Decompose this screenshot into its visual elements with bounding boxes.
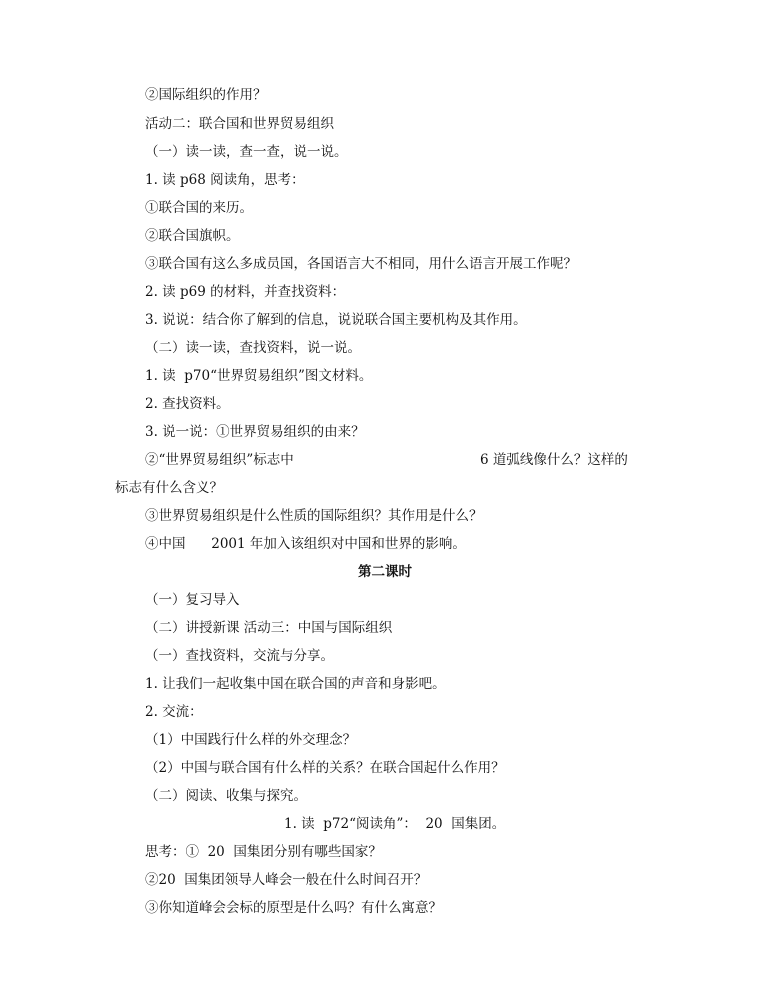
text-line: ①联合国的来历。 [145, 200, 253, 216]
text-line: 思考：① 20 国集团分别有哪些国家？ [145, 844, 382, 860]
text-line: ②联合国旗帜。 [145, 228, 240, 244]
text-line: 1. 读 p72“阅读角”： 20 国集团。 [284, 816, 506, 832]
activity-heading: 活动二：联合国和世界贸易组织 [145, 116, 334, 132]
text-line: 2. 查找资料。 [145, 396, 230, 412]
text-line: 标志有什么含义？ [115, 480, 223, 496]
text-line: ②20 国集团领导人峰会一般在什么时间召开？ [145, 872, 428, 888]
text-line: 1. 读 p68 阅读角，思考： [145, 172, 305, 188]
text-line: 1. 读 p70“世界贸易组织”图文材料。 [145, 368, 373, 384]
text-line: （一）读一读，查一查，说一说。 [145, 144, 348, 160]
text-line: ③联合国有这么多成员国，各国语言大不相同，用什么语言开展工作呢？ [145, 256, 577, 272]
text-line: ②“世界贸易组织”标志中 [145, 452, 294, 468]
text-line: （二）讲授新课 活动三：中国与国际组织 [145, 620, 393, 636]
text-line: 2. 交流： [145, 704, 203, 720]
section-heading: 第二课时 [358, 564, 412, 580]
text-line: （二）阅读、收集与探究。 [145, 788, 307, 804]
text-line: （一）查找资料，交流与分享。 [145, 648, 334, 664]
text-line: 3. 说一说：①世界贸易组织的由来？ [145, 424, 365, 440]
text-line-continued: 6 道弧线像什么？这样的 [480, 452, 628, 468]
text-line: ②国际组织的作用？ [145, 87, 267, 103]
text-line: （2）中国与联合国有什么样的关系？在联合国起什么作用？ [145, 760, 505, 776]
text-line: ④中国 2001 年加入该组织对中国和世界的影响。 [145, 536, 466, 552]
text-line: 2. 读 p69 的材料，并查找资料： [145, 284, 346, 300]
text-line: （1）中国践行什么样的外交理念？ [145, 732, 357, 748]
text-line: ③你知道峰会会标的原型是什么吗？有什么寓意？ [145, 900, 442, 916]
text-line: ③世界贸易组织是什么性质的国际组织？其作用是什么？ [145, 508, 483, 524]
text-line: （二）读一读，查找资料，说一说。 [145, 340, 361, 356]
text-line: （一）复习导入 [145, 592, 240, 608]
text-line: 3. 说说：结合你了解到的信息，说说联合国主要机构及其作用。 [145, 312, 527, 328]
text-line: 1. 让我们一起收集中国在联合国的声音和身影吧。 [145, 676, 446, 692]
